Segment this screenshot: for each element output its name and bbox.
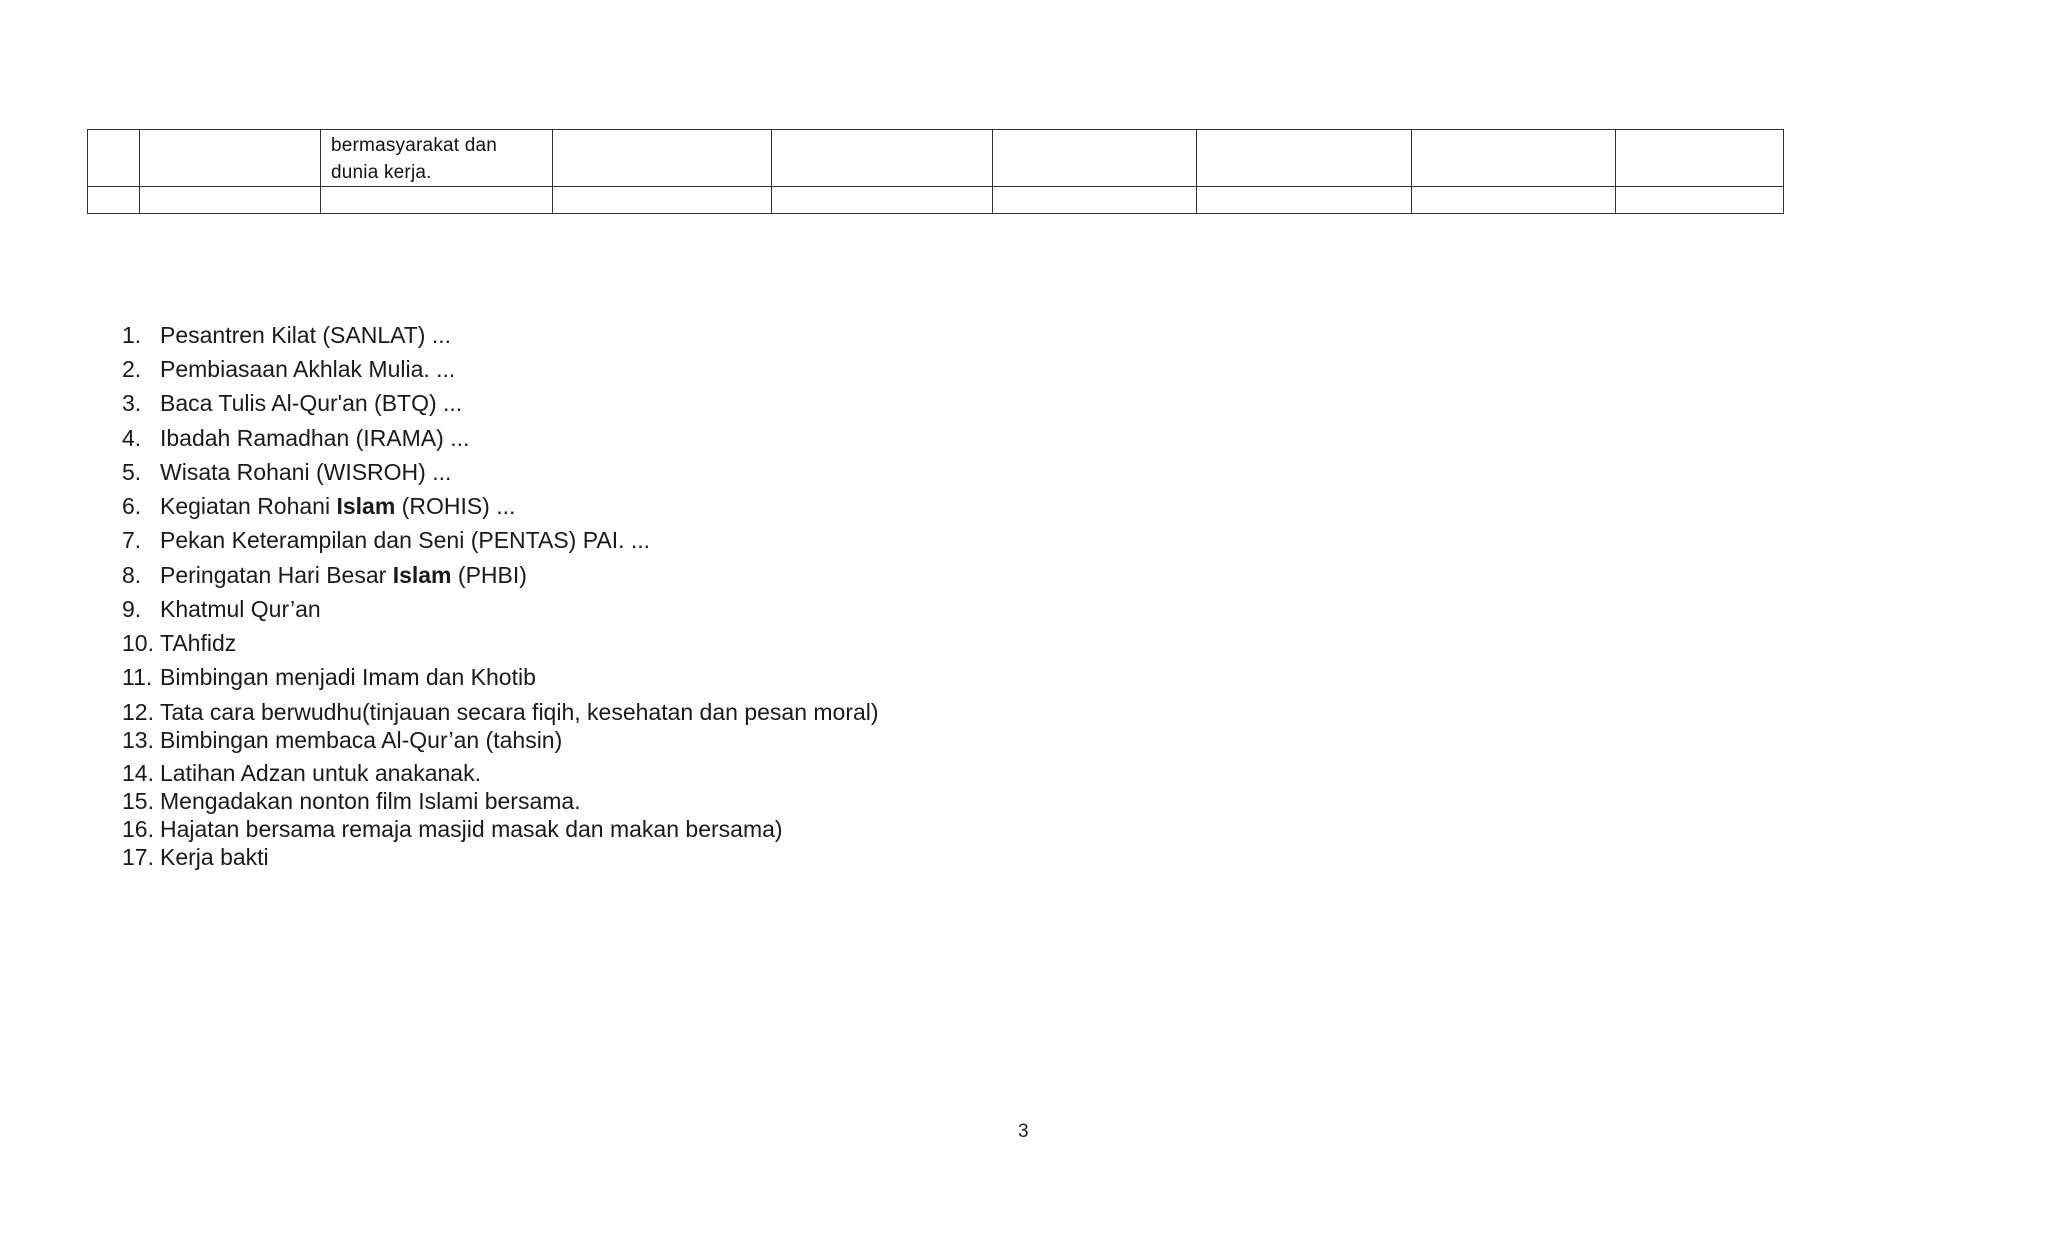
list-item [122,727,562,754]
list-item-number: 8. [122,562,142,588]
table-cell [993,130,1197,187]
list-item-text [160,816,783,842]
list-item-text-part: (ROHIS) ... [395,493,516,519]
list-item-number: 13. [122,727,154,753]
list-item-bold-text: Islam [392,562,452,588]
list-item-text-part: TAhfidz [160,630,237,656]
list-item-number: 15. [122,788,154,814]
list-item-number: 5. [122,459,142,485]
list-item [122,493,515,520]
list-item [122,699,879,726]
list-item-number: 4. [122,425,142,451]
list-item [122,390,462,417]
list-item-number: 3. [122,390,142,416]
list-item-text [160,844,269,870]
table-cell [1616,130,1784,187]
list-item-text [160,788,581,814]
list-item-text-part: Tata cara berwudhu(tinjauan secara fiqih, kesehatan dan pesan moral) [160,699,879,725]
table-cell [553,187,772,214]
list-item-text-part: Pesantren Kilat (SANLAT) ... [160,322,452,348]
list-item [122,562,527,589]
list-item-number: 16. [122,816,154,842]
list-item-text [160,493,515,519]
page-number: 3 [1018,1121,1029,1142]
list-item-text-part: (PHBI) [451,562,527,588]
table-row [88,130,1784,187]
list-item-text [160,562,527,588]
list-item-number: 12. [122,699,154,725]
list-item-number: 11. [122,664,153,690]
list-item-number: 14. [122,760,154,786]
table-cell [88,130,140,187]
list-item-text-part: Pembiasaan Akhlak Mulia. ... [160,356,456,382]
list-item-text-part: Kerja bakti [160,844,269,870]
cell-text-line: bermasyarakat dan [331,135,498,156]
list-item-text-part: Bimbingan menjadi Imam dan Khotib [160,664,536,690]
list-item-text-part: Ibadah Ramadhan (IRAMA) ... [160,425,470,451]
list-item-number: 1. [122,322,142,348]
list-item [122,322,451,349]
list-item [122,356,455,383]
list-item-text [160,596,321,622]
list-item-text [160,425,469,451]
list-item [122,664,536,691]
list-item-number: 7. [122,527,142,553]
table-cell [1616,187,1784,214]
table-cell [1197,130,1412,187]
list-item [122,425,469,452]
table-cell [140,130,321,187]
list-item-text-part: Peringatan Hari Besar [160,562,393,588]
list-item-bold-text: Islam [336,493,396,519]
list-item [122,844,269,871]
table-cell [321,130,553,187]
list-item-number: 10. [122,630,154,656]
list-item-text [160,664,536,690]
list-item-text [160,760,481,786]
table-cell [772,187,993,214]
table-cell [553,130,772,187]
list-item-text [160,356,455,382]
list-item-text-part: Wisata Rohani (WISROH) ... [160,459,452,485]
table-cell [88,187,140,214]
table-cell [993,187,1197,214]
cell-text [321,130,552,186]
activity-table-fragment [87,129,1784,214]
list-item [122,816,783,843]
list-item-text [160,459,451,485]
list-item-text-part: Hajatan bersama remaja masjid masak dan makan bersama) [160,816,783,842]
list-item-text-part: Pekan Keterampilan dan Seni (PENTAS) PAI. ... [160,527,651,553]
list-item [122,596,321,623]
list-item-text [160,322,451,348]
table-cell [1197,187,1412,214]
list-item-number: 6. [122,493,142,519]
list-item [122,788,581,815]
list-item-number: 17. [122,844,154,870]
list-item-text-part: Mengadakan nonton film Islami bersama. [160,788,581,814]
cell-text-line: dunia kerja. [331,162,432,183]
list-item-text [160,699,879,725]
table-cell [1412,130,1616,187]
list-item-text [160,630,236,656]
table-cell [1412,187,1616,214]
table-row [88,187,1784,214]
list-item-number: 9. [122,596,142,622]
list-item-text [160,727,562,753]
list-item-number: 2. [122,356,142,382]
list-item [122,630,236,657]
list-item [122,760,481,787]
list-item-text [160,390,462,416]
list-item-text [160,527,650,553]
table-cell [321,187,553,214]
list-item-text-part: Kegiatan Rohani [160,493,337,519]
list-item [122,527,650,554]
list-item-text-part: Khatmul Qur’an [160,596,321,622]
list-item-text-part: Latihan Adzan untuk anakanak. [160,760,481,786]
table-cell [140,187,321,214]
list-item-text-part: Baca Tulis Al-Qur'an (BTQ) ... [160,390,463,416]
table-cell [772,130,993,187]
list-item [122,459,451,486]
list-item-text-part: Bimbingan membaca Al-Qur’an (tahsin) [160,727,563,753]
